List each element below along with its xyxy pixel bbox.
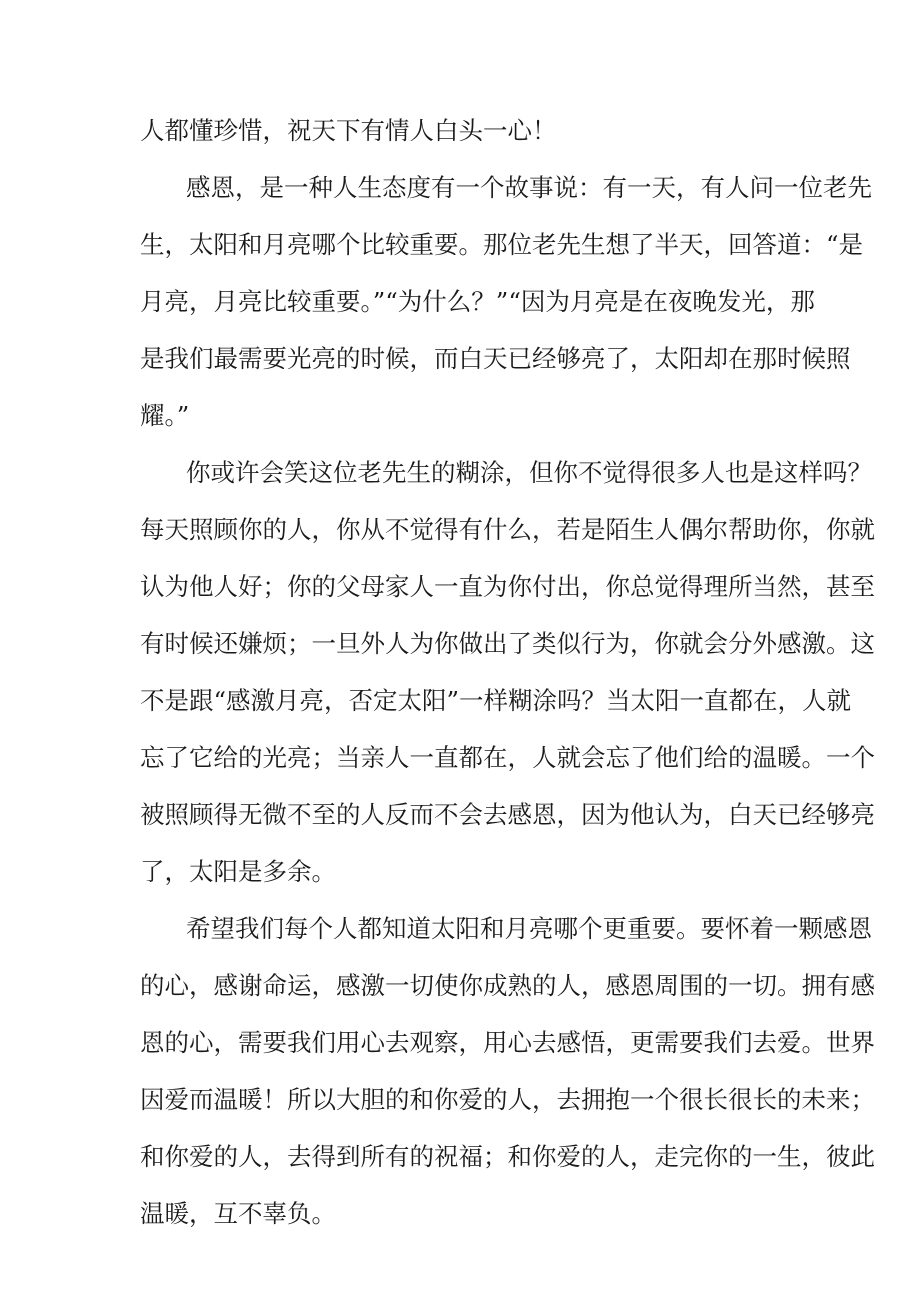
text-line: 认为他人好；你的父母家人一直为你付出，你总觉得理所当然，甚至	[140, 572, 875, 601]
text-line: 人都懂珍惜，祝天下有情人白头一心！	[140, 116, 557, 145]
text-line: 因爱而温暖！所以大胆的和你爱的人，去拥抱一个很长很长的未来；	[140, 1085, 875, 1114]
text-line: 了，太阳是多余。	[140, 857, 336, 886]
text-line: 恩的心，需要我们用心去观察，用心去感悟，更需要我们去爱。世界	[140, 1028, 875, 1057]
text-line: 耀。”	[140, 401, 190, 430]
text-line: 不是跟“感激月亮，否定太阳”一样糊涂吗？当太阳一直都在，人就	[140, 686, 852, 715]
text-line: 和你爱的人，去得到所有的祝福；和你爱的人，走完你的一生，彼此	[140, 1142, 875, 1171]
text-line: 是我们最需要光亮的时候，而白天已经够亮了，太阳却在那时候照	[140, 344, 851, 373]
text-line: 温暖，互不辜负。	[140, 1199, 336, 1228]
text-line: 有时候还嫌烦；一旦外人为你做出了类似行为，你就会分外感激。这	[140, 629, 875, 658]
text-line: 忘了它给的光亮；当亲人一直都在，人就会忘了他们给的温暖。一个	[140, 743, 875, 772]
text-line: 月亮，月亮比较重要。”“为什么？”“因为月亮是在夜晚发光，那	[140, 287, 815, 316]
text-line: 的心，感谢命运，感激一切使你成熟的人，感恩周围的一切。拥有感	[140, 971, 875, 1000]
text-line: 每天照顾你的人，你从不觉得有什么，若是陌生人偶尔帮助你，你就	[140, 515, 875, 544]
paragraph-first-line: 感恩，是一种人生态度有一个故事说：有一天，有人问一位老先	[186, 173, 872, 202]
paragraph-first-line: 希望我们每个人都知道太阳和月亮哪个更重要。要怀着一颗感恩	[186, 914, 872, 943]
text-line: 生，太阳和月亮哪个比较重要。那位老先生想了半天，回答道：“是	[140, 230, 864, 259]
text-line: 被照顾得无微不至的人反而不会去感恩，因为他认为，白天已经够亮	[140, 800, 875, 829]
paragraph-first-line: 你或许会笑这位老先生的糊涂，但你不觉得很多人也是这样吗？	[186, 458, 872, 487]
